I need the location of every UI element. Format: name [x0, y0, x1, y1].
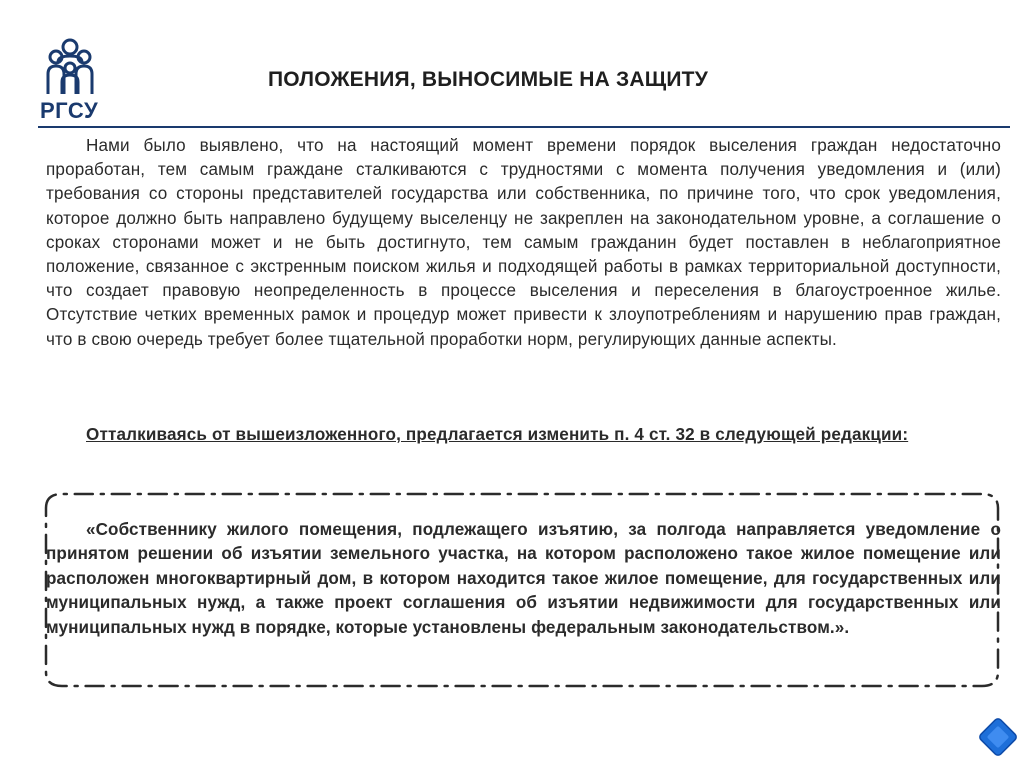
- people-group-icon: [44, 38, 96, 98]
- page-title: ПОЛОЖЕНИЯ, ВЫНОСИМЫЕ НА ЗАЩИТУ: [268, 68, 708, 91]
- body-paragraph: Нами было выявлено, что на настоящий момент времени порядок выселения граждан недостаточно проработан, тем самым граждане сталкиваются с трудностями с момента получения уведомления и (или) требования со стороны представителей государства или собственника, по причине того, что срок уведомления, которое должно быть направлено будущему выселенцу не закреплен на законодательном уровне, а соглашение о сроках сторонами может и не быть достигнуто, тем самым гражданин будет поставлен в неблагоприятное положение, связанное с экстренным поиском жилья и подходящей работы в рамках территориальной доступности, что создает правовую неопределенность в процессе выселения и переселения в благоустроенное жилье. Отсутствие четких временных рамок и процедур может привести к злоупотреблениям и нарушению прав граждан, что в свою очередь требует более тщательной проработки норм, регулирующих данные аспекты.: [46, 136, 1001, 349]
- title-divider: [38, 126, 1010, 128]
- proposal-text: Отталкиваясь от вышеизложенного, предлагается изменить п. 4 ст. 32 в следующей редакции:: [86, 425, 909, 444]
- quote-text: «Собственнику жилого помещения, подлежащего изъятию, за полгода направляется уведомление о принятом решении об изъятии земельного участка, на котором расположено такое жилое помещение или расположен многоквартирный дом, в котором находится такое жилое помещение, для государственных или муниципальных нужд, а также проект соглашения об изъятии недвижимости для государственных или муниципальных нужд в порядке, которые установлены федеральным законодательством.».: [46, 520, 1001, 637]
- logo-text: РГСУ: [40, 98, 99, 123]
- rgsu-logo: [38, 38, 102, 122]
- diamond-nav-icon[interactable]: [975, 714, 1021, 760]
